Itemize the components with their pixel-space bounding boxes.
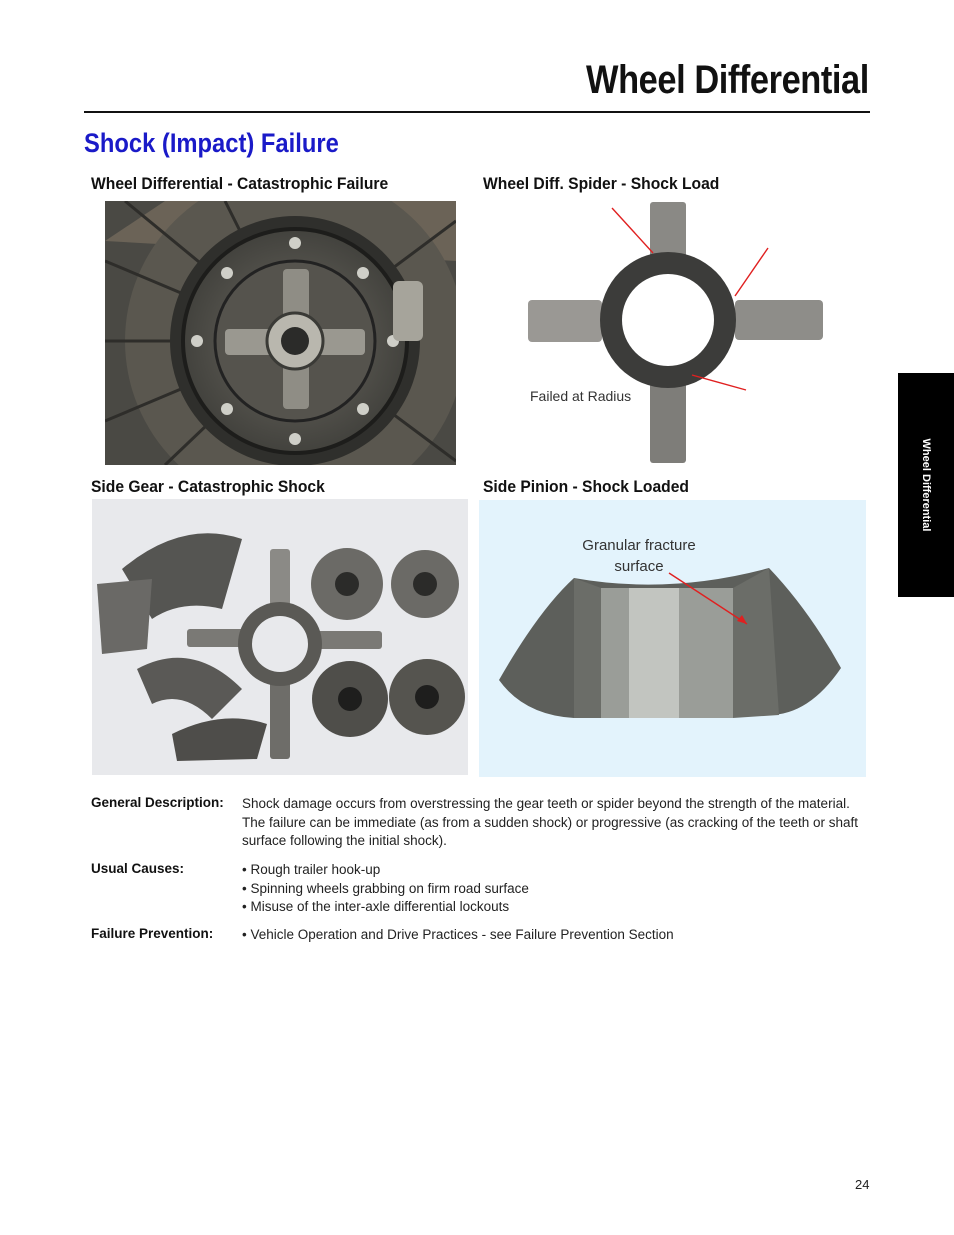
- photo-differential-catastrophic-failure: [105, 201, 456, 465]
- figure-caption-side-pinion-shock: Side Pinion - Shock Loaded: [483, 477, 689, 496]
- annotation-failed-at-radius: Failed at Radius: [530, 388, 632, 404]
- failure-prevention-label: Failure Prevention:: [91, 926, 214, 941]
- annotation-granular-line1: Granular fracture: [582, 537, 696, 554]
- photo-side-gear-catastrophic-shock: [92, 499, 468, 775]
- side-tab-wheel-differential: [898, 373, 954, 597]
- section-heading: Shock (Impact) Failure: [84, 128, 339, 158]
- general-description-label: General Description:: [91, 795, 224, 810]
- title-rule: [84, 111, 870, 113]
- general-description-line: surface following the initial shock).: [242, 833, 447, 848]
- general-description-text: [242, 795, 858, 851]
- side-tab-label: Wheel Differential: [920, 438, 932, 532]
- usual-causes-label: Usual Causes:: [91, 861, 185, 876]
- prevention-item: • Vehicle Operation and Drive Practices - see Failure Prevention Section: [242, 927, 674, 942]
- page-number: 24: [855, 1177, 870, 1192]
- photo-spider-shock-load: [510, 200, 826, 465]
- general-description-line: Shock damage occurs from overstressing the gear teeth or spider beyond the strength of the material.: [242, 796, 850, 811]
- figure-caption-side-gear-shock: Side Gear - Catastrophic Shock: [91, 477, 325, 496]
- annotation-granular-fracture: [579, 535, 699, 577]
- cause-item: • Spinning wheels grabbing on firm road surface: [242, 880, 529, 896]
- annotation-granular-line2: surface: [614, 558, 664, 575]
- cause-item: • Misuse of the inter-axle differential lockouts: [242, 899, 510, 914]
- figure-caption-catastrophic-failure: Wheel Differential - Catastrophic Failure: [91, 174, 389, 193]
- general-description-line: The failure can be immediate (as from a sudden shock) or progressive (as cracking of the teeth or shaft: [242, 814, 859, 830]
- usual-causes-list: [242, 861, 529, 917]
- failure-prevention-list: [242, 926, 674, 945]
- page-title: Wheel Differential: [586, 58, 869, 102]
- cause-item: • Rough trailer hook-up: [242, 862, 381, 877]
- figure-caption-spider-shock-load: Wheel Diff. Spider - Shock Load: [483, 174, 720, 193]
